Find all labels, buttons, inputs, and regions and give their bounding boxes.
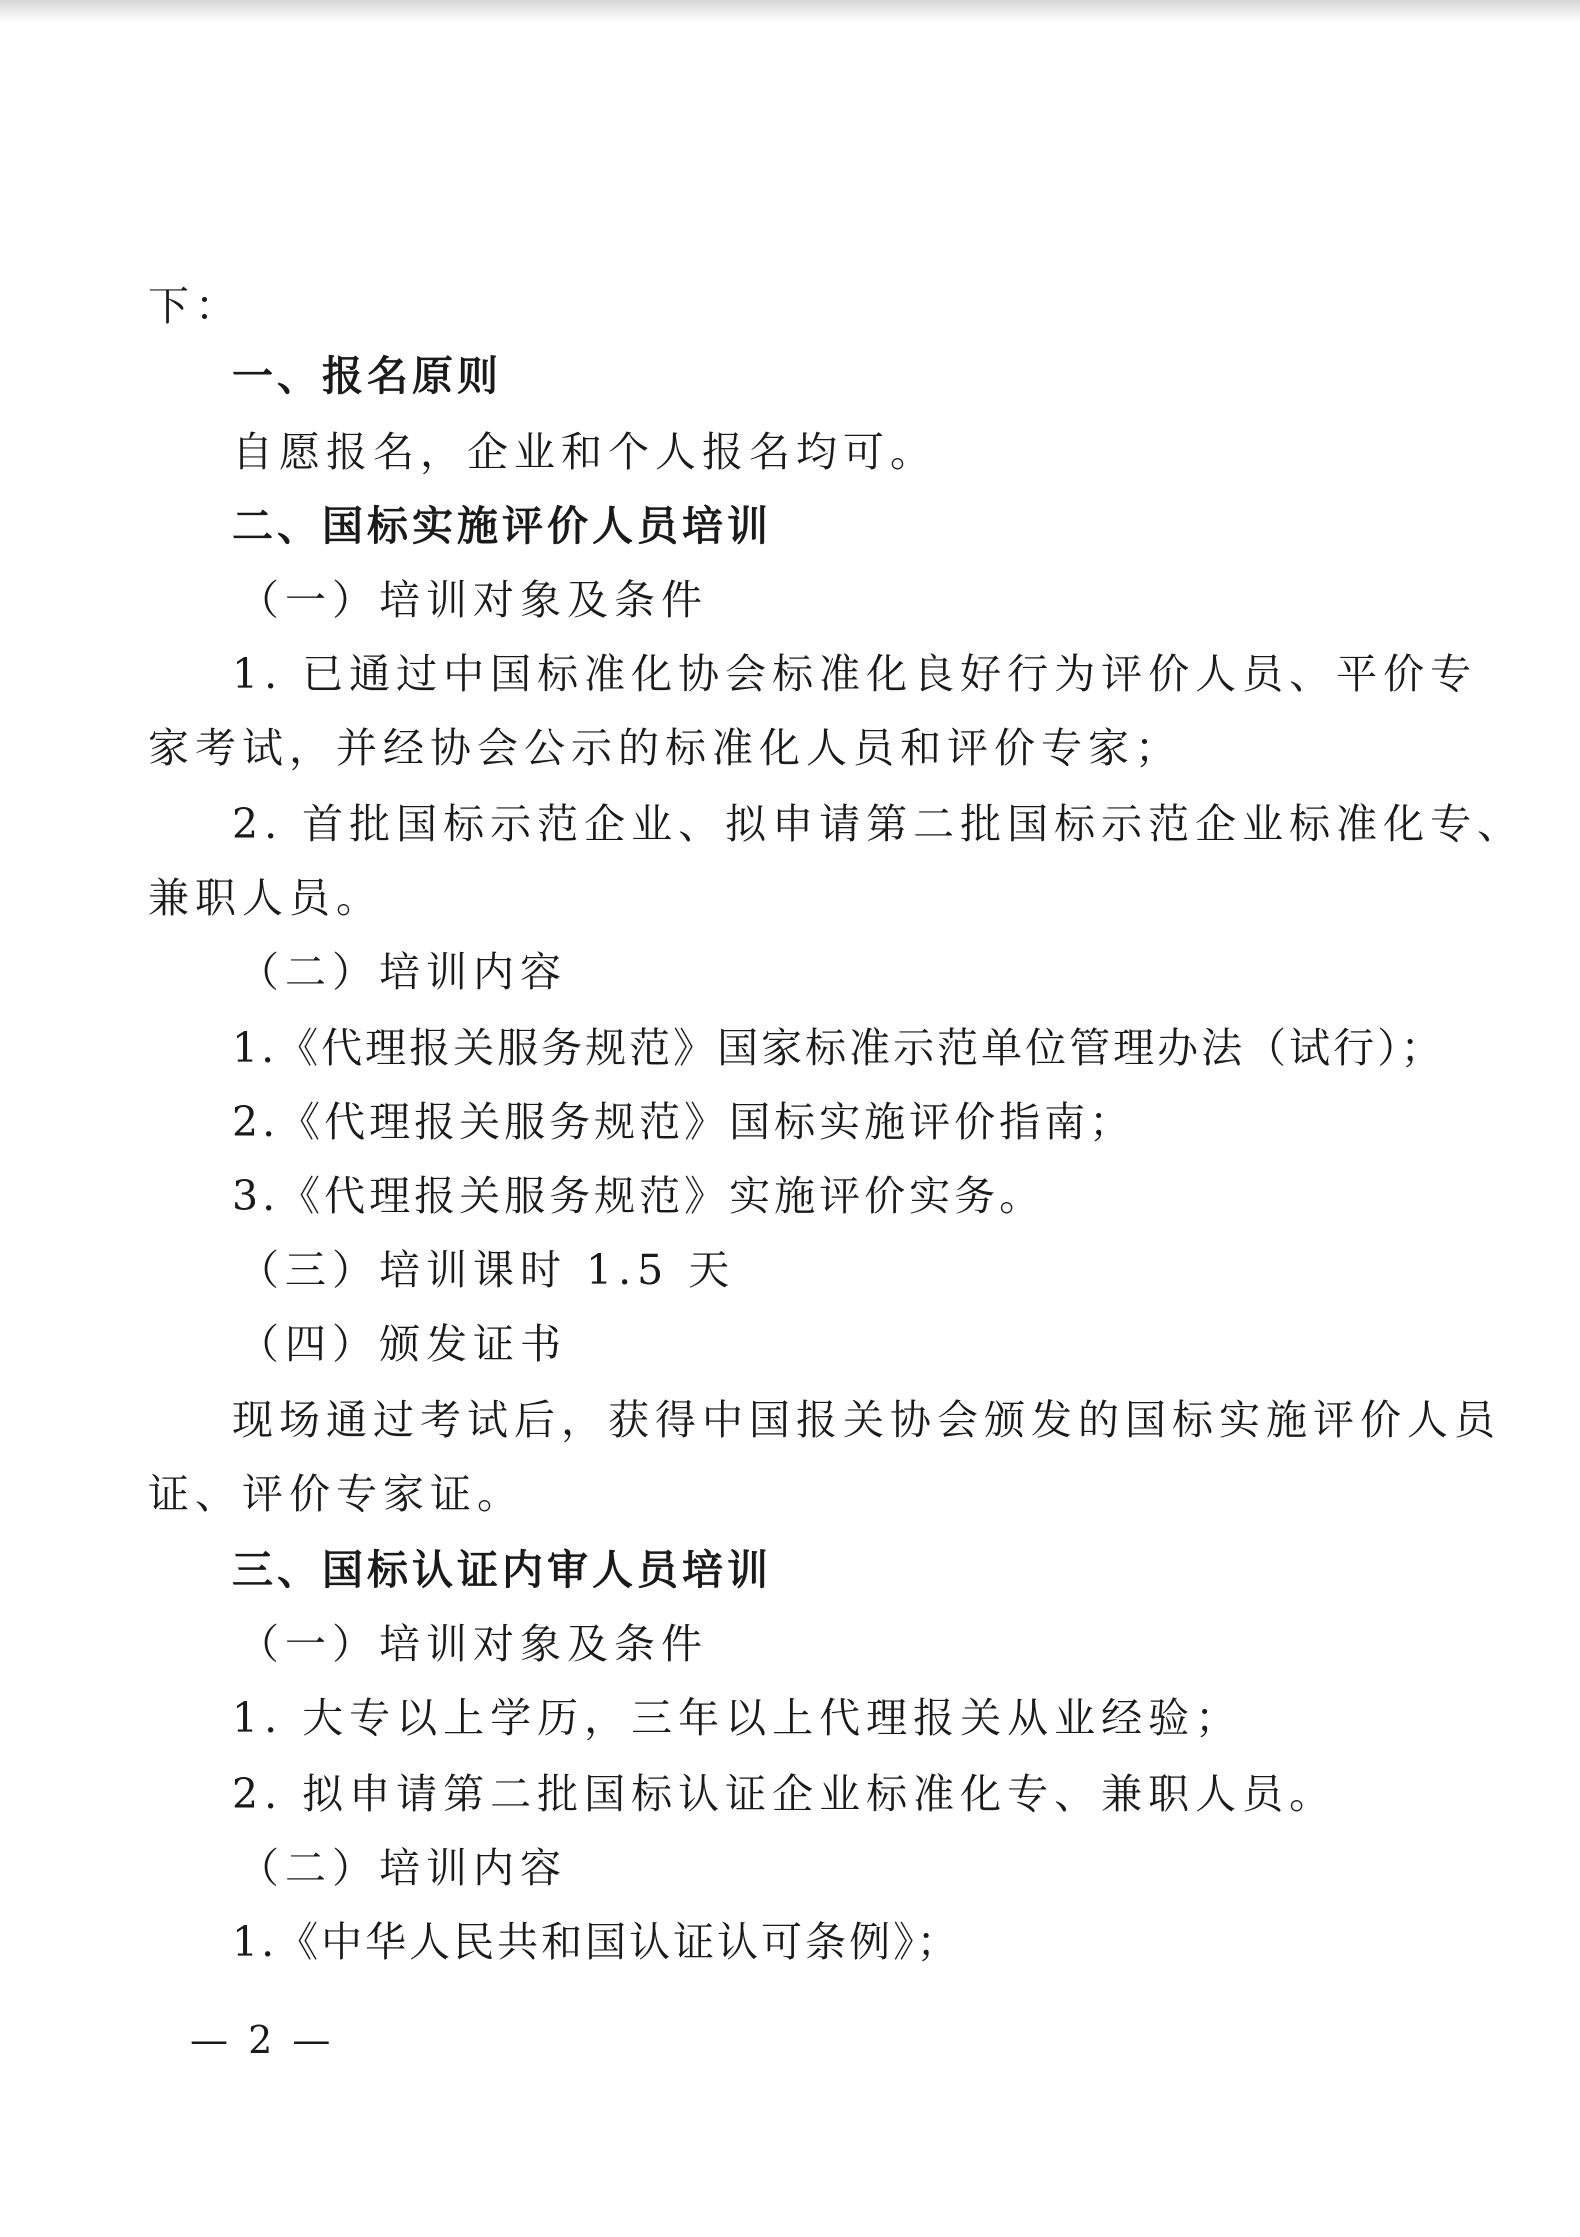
subsection-heading: （三）培训课时 1.5 天: [238, 1246, 736, 1294]
scan-top-shadow: [0, 0, 1580, 22]
list-item-continuation: 家考试，并经协会公示的标准化人员和评价专家；: [148, 724, 1182, 772]
paragraph-line: 自愿报名，企业和个人报名均可。: [232, 428, 937, 476]
subsection-heading: （一）培训对象及条件: [238, 1620, 708, 1668]
paragraph-line: 现场通过考试后，获得中国报关协会颁发的国标实施评价人员: [232, 1396, 1501, 1444]
subsection-heading: （四）颁发证书: [238, 1320, 567, 1368]
subsection-heading: （二）培训内容: [238, 948, 567, 996]
list-item: 3.《代理报关服务规范》实施评价实务。: [232, 1172, 1045, 1220]
subsection-heading: （一）培训对象及条件: [238, 576, 708, 624]
section-heading-2: 二、国标实施评价人员培训: [232, 502, 772, 550]
page-number: — 2 —: [190, 2018, 335, 2062]
list-item: 2. 首批国标示范企业、拟申请第二批国标示范企业标准化专、: [232, 800, 1525, 848]
list-item: 1. 已通过中国标准化协会标准化良好行为评价人员、平价专: [232, 650, 1478, 698]
list-item: 1.《代理报关服务规范》国家标准示范单位管理办法（试行）；: [232, 1024, 1445, 1072]
list-item: 1. 大专以上学历，三年以上代理报关从业经验；: [232, 1694, 1243, 1742]
list-item-continuation: 兼职人员。: [148, 874, 383, 922]
paragraph-line-continuation: 证、评价专家证。: [148, 1470, 524, 1518]
section-heading-1: 一、报名原则: [232, 352, 502, 400]
list-item: 1.《中华人民共和国认证认可条例》；: [232, 1918, 961, 1966]
subsection-heading: （二）培训内容: [238, 1844, 567, 1892]
section-heading-3: 三、国标认证内审人员培训: [232, 1546, 772, 1594]
list-item: 2. 拟申请第二批国标认证企业标准化专、兼职人员。: [232, 1770, 1337, 1818]
list-item: 2.《代理报关服务规范》国标实施评价指南；: [232, 1098, 1135, 1146]
text-line-continuation: 下：: [148, 282, 242, 330]
